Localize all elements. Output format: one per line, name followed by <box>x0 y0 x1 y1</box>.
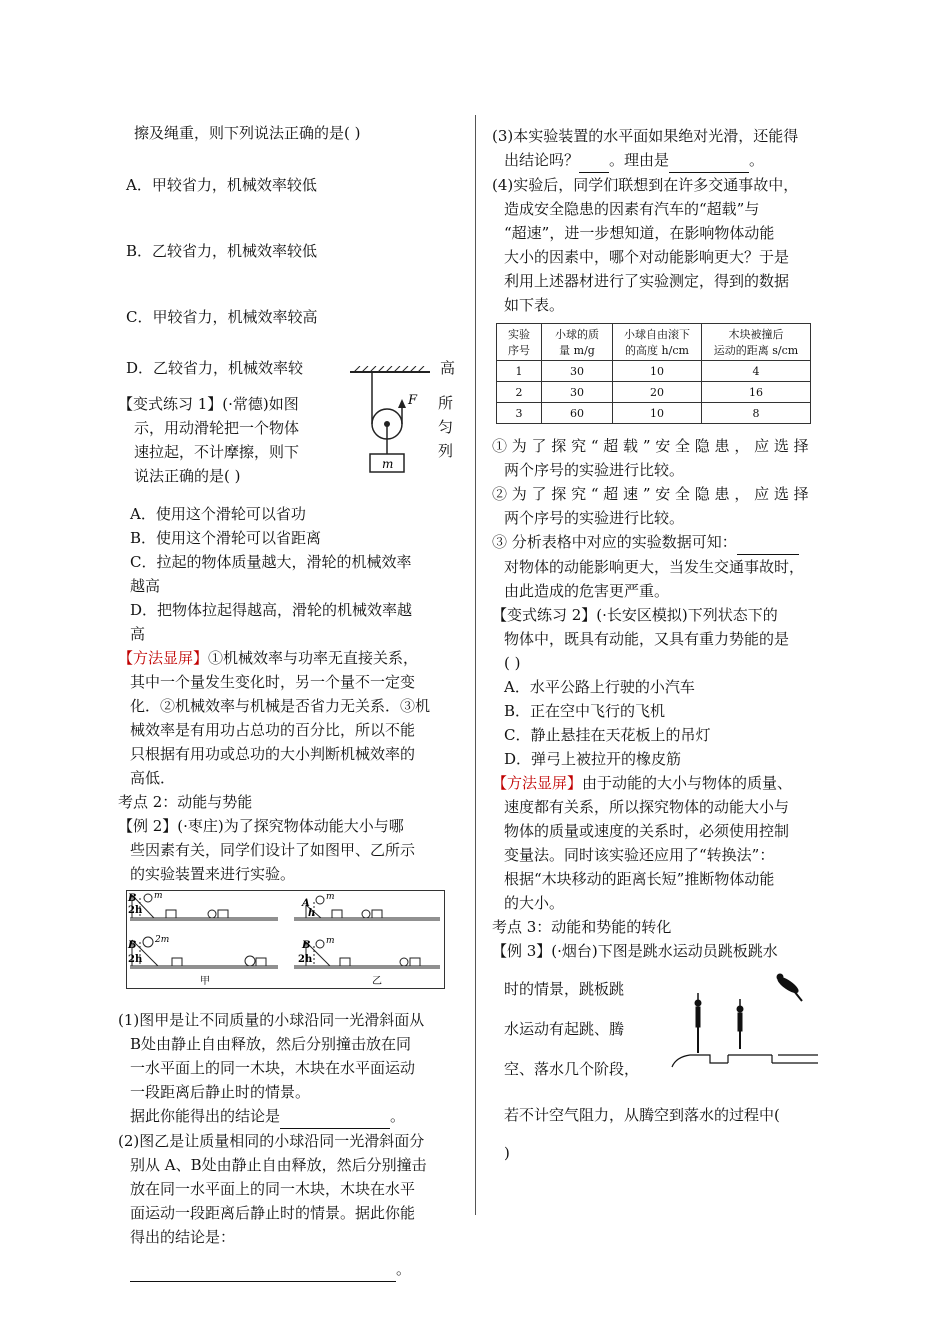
table-cell: 30 <box>542 382 613 403</box>
answer-blank-3a[interactable] <box>579 148 609 173</box>
right-column <box>492 124 837 1163</box>
variant-2-line2: 物体中，既具有动能，又具有重力势能的是 <box>504 630 790 648</box>
question-4-line1: (4)实验后，同学们联想到在许多交通事故中， <box>492 176 799 194</box>
variant-exercise-1 <box>118 392 470 502</box>
question-3-line1: (3)本实验装置的水平面如果绝对光滑，还能得 <box>492 127 799 145</box>
table-header-cell <box>497 324 542 361</box>
label-m-bottom-right: m <box>326 936 335 946</box>
header-text: 量 m/g <box>559 344 595 357</box>
method-tip-2-tag: 【方法显屏】 <box>492 774 583 792</box>
table-row <box>497 403 811 424</box>
v1-option-d-line1: D．把物体拉起得越高，滑轮的机械效率越 <box>130 601 413 619</box>
v1-line1: 【变式练习 1】(·常德)如图 <box>118 395 299 413</box>
answer-blank-2[interactable] <box>130 1257 396 1282</box>
label-yi: 乙 <box>372 976 382 987</box>
mass-label-m: m <box>382 457 394 471</box>
variant-2-line1: 【变式练习 2】(·长安区模拟)下列状态下的 <box>492 606 778 624</box>
method-tip-2-line4: 变量法。同时该实验还应用了“转换法”： <box>504 846 775 864</box>
question-2-line3: 放在同一水平面上的同一木块，木块在水平 <box>130 1180 416 1198</box>
question-2-line2: 别从 A、B处由静止自由释放，然后分别撞击 <box>130 1156 427 1174</box>
v1-option-d-line2: 高 <box>130 625 146 643</box>
method-tip-2-text: 由于动能的大小与物体的质量、 <box>582 774 793 792</box>
column-divider <box>475 115 476 1215</box>
table-cell: 10 <box>613 361 702 382</box>
header-text: 实验 <box>508 328 530 341</box>
question-1-prompt: 据此你能得出的结论是 <box>130 1107 281 1125</box>
method-tip-1-tag: 【方法显屏】 <box>118 649 209 667</box>
label-2h-top-left: 2h <box>128 905 143 916</box>
question-2-line1: (2)图乙是让质量相同的小球沿同一光滑斜面分 <box>118 1132 425 1150</box>
table-cell: 4 <box>702 361 811 382</box>
example-3-line6: ) <box>504 1144 510 1162</box>
question-1-line3: 一水平面上的同一木块，木块在水平面运动 <box>130 1059 416 1077</box>
label-m-top-right: m <box>326 892 335 902</box>
question-1-line5 <box>118 1104 470 1129</box>
answer-blank-3b[interactable] <box>669 148 749 173</box>
table-cell: 8 <box>702 403 811 424</box>
sub-question-3-line3: 由此造成的危害更严重。 <box>504 582 670 600</box>
variant-2-line3: ( ) <box>504 654 521 672</box>
example-3-line2: 时的情景，跳板跳 <box>504 980 625 998</box>
example-2-line1: 【例 2】(·枣庄)为了探究物体动能大小与哪 <box>118 817 404 835</box>
question-4-line3: “超速”，进一步想知道，在影响物体动能 <box>504 224 775 242</box>
method-tip-1-line5: 只根据有用功或总功的大小判断机械效率的 <box>130 745 416 763</box>
v1-option-c-line2: 越高 <box>130 577 161 595</box>
label-2h-bottom-right: 2h <box>298 954 313 965</box>
option-a: A．甲较省力，机械效率较低 <box>126 176 317 194</box>
sub-question-1-line1: ① 为 了 探 究 “ 超 载 ” 安 全 隐 患 ， 应 选 择 <box>492 437 809 455</box>
variant-2-option-c: C．静止悬挂在天花板上的吊灯 <box>504 726 711 744</box>
label-2m-bottom-left: 2m <box>155 935 170 945</box>
table-header-cell <box>613 324 702 361</box>
example-3-body <box>492 963 837 1163</box>
sub-question-2-line2: 两个序号的实验进行比较。 <box>504 509 685 527</box>
sub-question-3-prompt: ③ 分析表格中对应的实验数据可知： <box>492 533 737 551</box>
method-tip-1-line6: 高低． <box>130 769 176 787</box>
method-tip-1-line3: 化．②机械效率与机械是否省力无关系．③机 <box>130 697 431 715</box>
table-cell: 3 <box>497 403 542 424</box>
question-3-reason-label: 。理由是 <box>609 151 670 169</box>
diving-illustration <box>668 963 828 1073</box>
method-tip-1-line1 <box>118 646 470 670</box>
example-3-line4: 空、落水几个阶段， <box>504 1060 640 1078</box>
force-label-f: F <box>408 393 418 408</box>
answer-blank-s3[interactable] <box>737 530 799 555</box>
example-3-line3: 水运动有起跳、腾 <box>504 1020 625 1038</box>
example-2-line3: 的实验装置来进行实验。 <box>130 865 296 883</box>
v1-option-c-line1: C．拉起的物体质量越大，滑轮的机械效率 <box>130 553 412 571</box>
method-tip-1-line4: 械效率是有用功占总功的百分比，所以不能 <box>130 721 416 739</box>
method-tip-2-line3: 物体的质量或速度的关系时，必须使用控制 <box>504 822 790 840</box>
question-stem-tail: 擦及绳重，则下列说法正确的是( ) <box>134 124 361 142</box>
question-2-answer-line <box>118 1257 470 1282</box>
option-d-end: 高 <box>440 359 456 377</box>
table-header-row <box>497 324 811 361</box>
label-h-top-right: h <box>308 908 316 919</box>
topic-2-heading: 考点 2：动能与势能 <box>118 793 253 811</box>
v1-line4: 说法正确的是( ) <box>134 467 241 485</box>
question-3-prompt: 出结论吗？ <box>504 151 580 169</box>
label-b-bottom-left: B <box>128 940 137 951</box>
question-4-line4: 大小的因素中，哪个对动能影响更大？于是 <box>504 248 790 266</box>
variant-2-option-b: B．正在空中飞行的飞机 <box>504 702 666 720</box>
question-2-end: 。 <box>396 1260 412 1278</box>
answer-blank-1[interactable] <box>280 1104 390 1129</box>
header-text: 运动的距离 s/cm <box>713 344 799 357</box>
label-b-top-left: B <box>128 893 137 904</box>
question-4-line2: 造成安全隐患的因素有汽车的“超载”与 <box>504 200 760 218</box>
variant-2-option-a: A．水平公路上行驶的小汽车 <box>504 678 695 696</box>
method-tip-1-line2: 其中一个量发生变化时，另一个量不一定变 <box>130 673 416 691</box>
option-c: C．甲较省力，机械效率较高 <box>126 308 318 326</box>
method-tip-2-line5: 根据“木块移动的距离长短”推断物体动能 <box>504 870 775 888</box>
v1-right-1: 所 <box>438 394 454 412</box>
header-text: 木块被撞后 <box>728 328 784 341</box>
table-cell: 1 <box>497 361 542 382</box>
label-b-bottom-right: B <box>302 940 311 951</box>
v1-line3: 速拉起，不计摩擦，则下 <box>134 443 300 461</box>
variant-2-option-d: D．弹弓上被拉开的橡皮筋 <box>504 750 682 768</box>
question-1-end: 。 <box>390 1107 406 1125</box>
label-2h-bottom-left: 2h <box>128 954 143 965</box>
question-1-line4: 一段距离后静止时的情景。 <box>130 1083 311 1101</box>
label-a-top-right: A <box>302 898 310 909</box>
table-cell: 30 <box>542 361 613 382</box>
header-text: 的高度 h/cm <box>625 344 689 357</box>
table-row <box>497 382 811 403</box>
v1-option-b: B．使用这个滑轮可以省距离 <box>130 529 322 547</box>
option-b: B．乙较省力，机械效率较低 <box>126 242 318 260</box>
ramp-experiment-figure <box>126 890 446 990</box>
header-text: 序号 <box>508 344 530 357</box>
example-3-line5: 若不计空气阻力，从腾空到落水的过程中( <box>504 1106 780 1124</box>
table-cell: 20 <box>613 382 702 403</box>
v1-right-3: 列 <box>438 442 454 460</box>
left-column <box>118 120 470 1282</box>
label-m-top-left: m <box>154 891 163 901</box>
table-cell: 10 <box>613 403 702 424</box>
topic-3-heading: 考点 3：动能和势能的转化 <box>492 918 672 936</box>
table-row <box>497 361 811 382</box>
sub-question-2-line1: ② 为 了 探 究 “ 超 速 ” 安 全 隐 患 ， 应 选 择 <box>492 485 809 503</box>
v1-right-2: 匀 <box>438 418 454 436</box>
question-1-line2: B处由静止自由释放，然后分别撞击放在同 <box>130 1035 412 1053</box>
sub-question-1-line2: 两个序号的实验进行比较。 <box>504 461 685 479</box>
v1-line2: 示，用动滑轮把一个物体 <box>134 419 300 437</box>
header-text: 小球自由滚下 <box>624 328 690 341</box>
question-2-line4: 面运动一段距离后静止时的情景。据此你能 <box>130 1204 416 1222</box>
pulley-diagram <box>346 366 436 486</box>
question-1-line1: (1)图甲是让不同质量的小球沿同一光滑斜面从 <box>118 1011 425 1029</box>
header-text: 小球的质 <box>555 328 599 341</box>
table-cell: 16 <box>702 382 811 403</box>
method-tip-1-text: ①机械效率与功率无直接关系， <box>208 649 419 667</box>
v1-option-a: A．使用这个滑轮可以省功 <box>130 505 306 523</box>
label-jia: 甲 <box>200 976 210 987</box>
table-header-cell <box>542 324 613 361</box>
method-tip-2-line2: 速度都有关系，所以探究物体的动能大小与 <box>504 798 790 816</box>
question-3-end: 。 <box>749 151 765 169</box>
option-d-text: D．乙较省力，机械效率较 <box>126 359 304 377</box>
question-3-line2 <box>492 148 837 173</box>
sub-question-3-line2: 对物体的动能影响更大，当发生交通事故时， <box>504 558 805 576</box>
question-4-line5: 利用上述器材进行了实验测定，得到的数据 <box>504 272 790 290</box>
example-2-line2: 些因素有关，同学们设计了如图甲、乙所示 <box>130 841 416 859</box>
method-tip-2-line1 <box>492 771 837 795</box>
example-3-line1: 【例 3】(·烟台)下图是跳水运动员跳板跳水 <box>492 942 778 960</box>
table-header-cell <box>702 324 811 361</box>
method-tip-2-line6: 的大小。 <box>504 894 565 912</box>
table-cell: 2 <box>497 382 542 403</box>
experiment-data-table <box>496 323 811 424</box>
sub-question-3-line1 <box>492 530 837 555</box>
table-cell: 60 <box>542 403 613 424</box>
question-4-line6: 如下表。 <box>504 296 565 314</box>
question-2-line5: 得出的结论是： <box>130 1228 236 1246</box>
